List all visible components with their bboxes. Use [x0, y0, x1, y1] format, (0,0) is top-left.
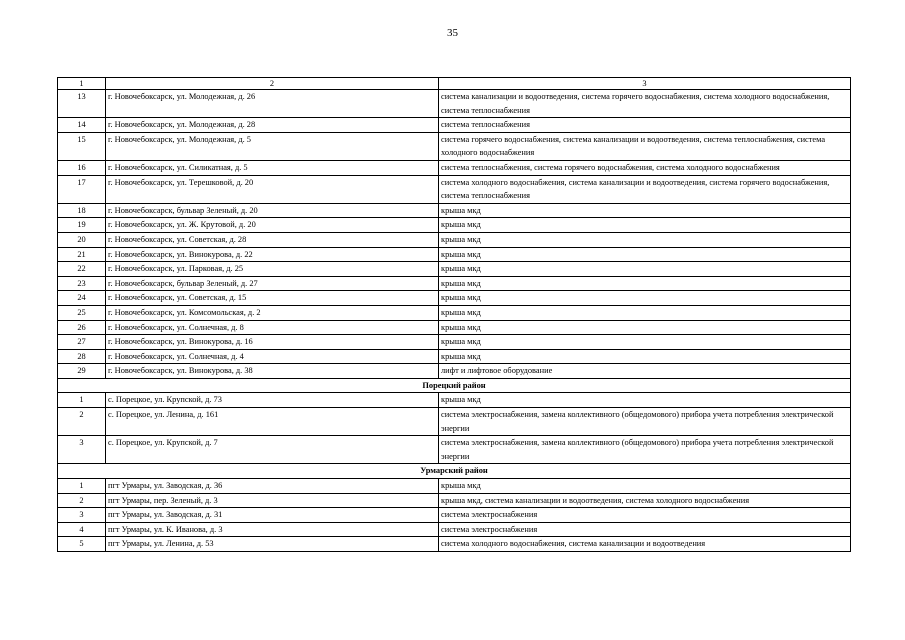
row-number: 26: [58, 320, 106, 335]
row-number: 4: [58, 522, 106, 537]
works-cell: система электроснабжения, замена коллективного (общедомового) прибора учета потребления электрической энергии: [439, 436, 851, 464]
address-cell: г. Новочебоксарск, ул. Винокурова, д. 22: [106, 247, 439, 262]
table-row: [58, 493, 851, 508]
works-cell: крыша мкд: [439, 247, 851, 262]
works-cell: система электроснабжения: [439, 508, 851, 523]
column-number-row: [58, 78, 851, 90]
section-title: Порецкий район: [58, 378, 851, 393]
row-number: 16: [58, 160, 106, 175]
table-row: [58, 262, 851, 277]
row-number: 1: [58, 393, 106, 408]
works-cell: система электроснабжения, замена коллективного (общедомового) прибора учета потребления электрической энергии: [439, 408, 851, 436]
column-number-2: 2: [106, 78, 439, 90]
table-row: [58, 90, 851, 118]
works-cell: крыша мкд: [439, 479, 851, 494]
row-number: 2: [58, 408, 106, 436]
address-cell: пгт Урмары, ул. Заводская, д. 31: [106, 508, 439, 523]
address-cell: пгт Урмары, пер. Зеленый, д. 3: [106, 493, 439, 508]
works-cell: крыша мкд: [439, 349, 851, 364]
row-number: 29: [58, 364, 106, 379]
row-number: 28: [58, 349, 106, 364]
row-number: 17: [58, 175, 106, 203]
address-cell: г. Новочебоксарск, ул. Молодежная, д. 28: [106, 118, 439, 133]
table-row: [58, 537, 851, 552]
address-cell: г. Новочебоксарск, ул. Парковая, д. 25: [106, 262, 439, 277]
address-cell: г. Новочебоксарск, ул. Винокурова, д. 16: [106, 335, 439, 350]
works-cell: крыша мкд: [439, 262, 851, 277]
table-row: [58, 335, 851, 350]
works-cell: система холодного водоснабжения, система канализации и водоотведения, система горячего водоснабжения, система теплоснабжения: [439, 175, 851, 203]
table-row: [58, 320, 851, 335]
works-cell: крыша мкд: [439, 218, 851, 233]
row-number: 24: [58, 291, 106, 306]
page-number: 35: [447, 27, 458, 39]
works-cell: крыша мкд: [439, 393, 851, 408]
table-row: [58, 393, 851, 408]
table-row: [58, 203, 851, 218]
address-cell: г. Новочебоксарск, ул. Солнечная, д. 4: [106, 349, 439, 364]
column-number-3: 3: [439, 78, 851, 90]
works-cell: система теплоснабжения, система горячего водоснабжения, система холодного водоснабжения: [439, 160, 851, 175]
table-row: [58, 508, 851, 523]
works-cell: система горячего водоснабжения, система канализации и водоотведения, система теплоснабжения, система холодного водоснабжения: [439, 132, 851, 160]
works-cell: система электроснабжения: [439, 522, 851, 537]
column-number-1: 1: [58, 78, 106, 90]
row-number: 5: [58, 537, 106, 552]
section-header-row: [58, 464, 851, 479]
address-cell: пгт Урмары, ул. Ленина, д. 53: [106, 537, 439, 552]
table-row: [58, 276, 851, 291]
row-number: 18: [58, 203, 106, 218]
table-row: [58, 408, 851, 436]
works-table: [57, 77, 851, 552]
works-cell: крыша мкд, система канализации и водоотведения, система холодного водоснабжения: [439, 493, 851, 508]
section-header-row: [58, 378, 851, 393]
row-number: 23: [58, 276, 106, 291]
works-cell: крыша мкд: [439, 305, 851, 320]
address-cell: с. Порецкое, ул. Крупской, д. 7: [106, 436, 439, 464]
table-row: [58, 349, 851, 364]
table-row: [58, 118, 851, 133]
row-number: 25: [58, 305, 106, 320]
address-cell: с. Порецкое, ул. Ленина, д. 161: [106, 408, 439, 436]
works-cell: система канализации и водоотведения, система горячего водоснабжения, система холодного водоснабжения, система теплоснабжения: [439, 90, 851, 118]
row-number: 20: [58, 232, 106, 247]
address-cell: г. Новочебоксарск, ул. Ж. Крутовой, д. 20: [106, 218, 439, 233]
works-cell: крыша мкд: [439, 276, 851, 291]
row-number: 2: [58, 493, 106, 508]
row-number: 3: [58, 508, 106, 523]
works-cell: крыша мкд: [439, 320, 851, 335]
table-row: [58, 364, 851, 379]
address-cell: г. Новочебоксарск, ул. Силикатная, д. 5: [106, 160, 439, 175]
table-row: [58, 247, 851, 262]
works-cell: крыша мкд: [439, 291, 851, 306]
row-number: 21: [58, 247, 106, 262]
address-cell: г. Новочебоксарск, ул. Молодежная, д. 26: [106, 90, 439, 118]
row-number: 22: [58, 262, 106, 277]
address-cell: г. Новочебоксарск, ул. Молодежная, д. 5: [106, 132, 439, 160]
row-number: 14: [58, 118, 106, 133]
address-cell: г. Новочебоксарск, бульвар Зеленый, д. 27: [106, 276, 439, 291]
row-number: 3: [58, 436, 106, 464]
address-cell: пгт Урмары, ул. Заводская, д. 36: [106, 479, 439, 494]
works-cell: лифт и лифтовое оборудование: [439, 364, 851, 379]
address-cell: г. Новочебоксарск, ул. Винокурова, д. 38: [106, 364, 439, 379]
works-cell: крыша мкд: [439, 335, 851, 350]
table-row: [58, 232, 851, 247]
table-row: [58, 218, 851, 233]
table-row: [58, 522, 851, 537]
table-row: [58, 132, 851, 160]
address-cell: г. Новочебоксарск, ул. Солнечная, д. 8: [106, 320, 439, 335]
row-number: 1: [58, 479, 106, 494]
section-title: Урмарский район: [58, 464, 851, 479]
address-cell: г. Новочебоксарск, бульвар Зеленый, д. 20: [106, 203, 439, 218]
address-cell: г. Новочебоксарск, ул. Терешковой, д. 20: [106, 175, 439, 203]
address-cell: г. Новочебоксарск, ул. Советская, д. 28: [106, 232, 439, 247]
table-row: [58, 479, 851, 494]
works-cell: крыша мкд: [439, 203, 851, 218]
table-row: [58, 305, 851, 320]
row-number: 19: [58, 218, 106, 233]
address-cell: с. Порецкое, ул. Крупской, д. 73: [106, 393, 439, 408]
works-cell: крыша мкд: [439, 232, 851, 247]
works-cell: система теплоснабжения: [439, 118, 851, 133]
table-row: [58, 291, 851, 306]
table-row: [58, 175, 851, 203]
table-row: [58, 436, 851, 464]
address-cell: г. Новочебоксарск, ул. Комсомольская, д. 2: [106, 305, 439, 320]
address-cell: пгт Урмары, ул. К. Иванова, д. 3: [106, 522, 439, 537]
row-number: 15: [58, 132, 106, 160]
address-cell: г. Новочебоксарск, ул. Советская, д. 15: [106, 291, 439, 306]
row-number: 13: [58, 90, 106, 118]
works-cell: система холодного водоснабжения, система канализации и водоотведения: [439, 537, 851, 552]
row-number: 27: [58, 335, 106, 350]
table-row: [58, 160, 851, 175]
